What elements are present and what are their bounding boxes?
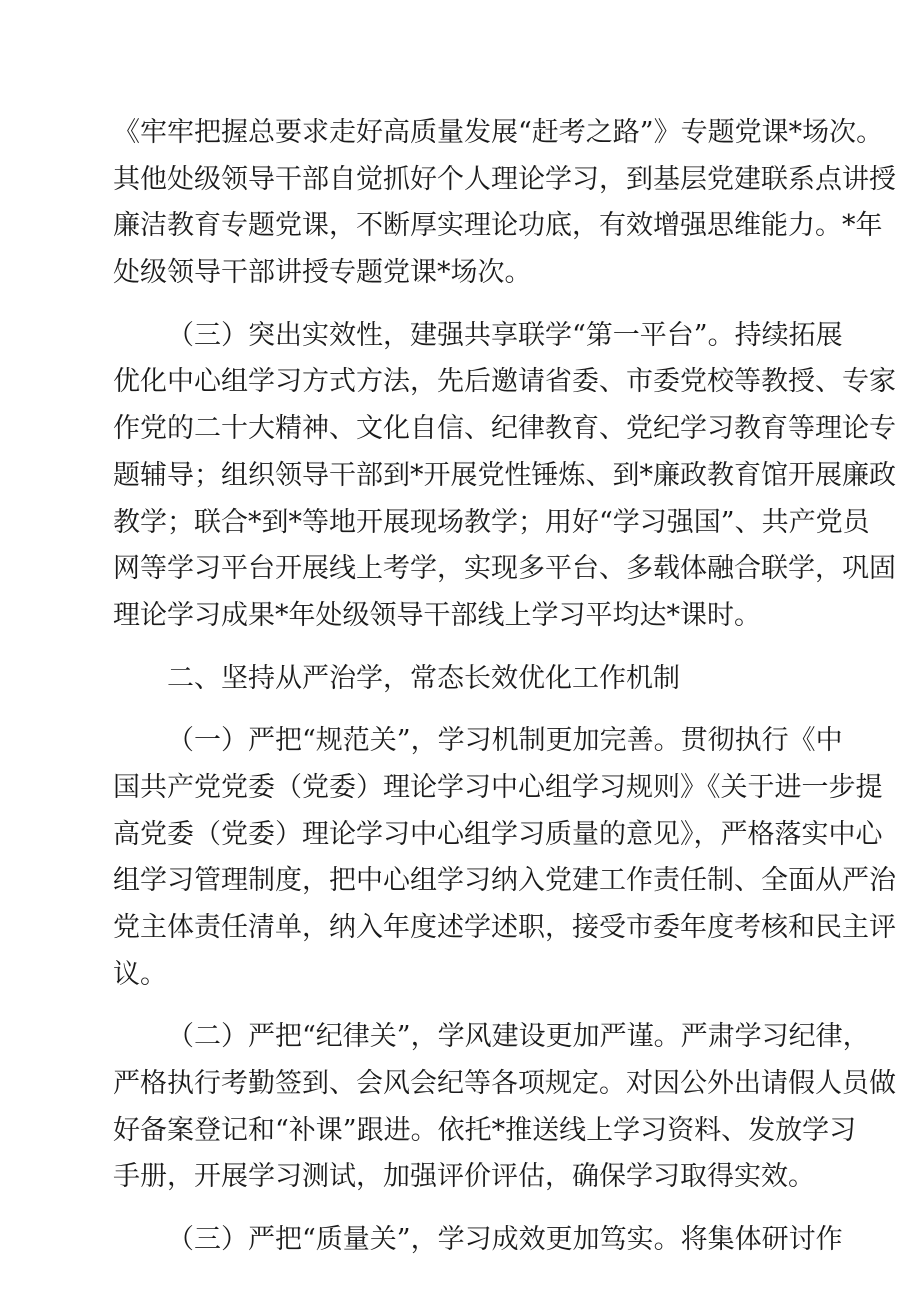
text-line: （三）突出实效性，建强共享联学“第一平台”。持续拓展: [167, 319, 843, 351]
text-line: 组学习管理制度，把中心组学习纳入党建工作责任制、全面从严治: [113, 865, 896, 897]
text-line: 《牢牢把握总要求走好高质量发展“赶考之路”》专题党课*场次。: [113, 117, 884, 148]
paragraph-discipline-gate: [113, 1014, 896, 1201]
paragraph-quality-gate: [113, 1217, 843, 1264]
paragraph-standards-gate: [113, 718, 896, 998]
text-line: 高党委（党委）理论学习中心组学习质量的意见》，严格落实中心: [113, 818, 883, 850]
paragraph-spacer: [113, 998, 825, 1014]
text-line: 其他处级领导干部自觉抓好个人理论学习，到基层党建联系点讲授: [113, 163, 896, 195]
text-line: 作党的二十大精神、文化自信、纪律教育、党纪学习教育等理论专: [113, 413, 896, 445]
paragraph-spacer: [113, 1201, 825, 1217]
text-line: 国共产党党委（党委）理论学习中心组学习规则》《关于进一步提: [113, 771, 883, 803]
text-line: 网等学习平台开展线上考学，实现多平台、多载体融合联学，巩固: [113, 553, 896, 585]
text-line: （一）严把“规范关”，学习机制更加完善。贯彻执行《中: [167, 725, 843, 757]
text-line: 党主体责任清单，纳入年度述学述职，接受市委年度考核和民主评: [113, 912, 896, 943]
paragraph-shared-learning-platform: [113, 313, 896, 640]
section-heading-strict-learning: [113, 656, 825, 703]
text-line: （三）严把“质量关”，学习成效更加笃实。将集体研讨作: [167, 1224, 843, 1256]
text-line: 教学；联合*到*等地开展现场教学；用好“学习强国”、共产党员: [113, 506, 870, 538]
paragraph-spacer: [113, 640, 825, 656]
text-line: 题辅导；组织领导干部到*开展党性锤炼、到*廉政教育馆开展廉政: [113, 459, 896, 491]
text-line: 优化中心组学习方式方法，先后邀请省委、市委党校等教授、专家: [113, 366, 896, 398]
text-line: 议。: [113, 958, 167, 990]
paragraph-spacer: [113, 297, 825, 313]
paragraph-party-lecture-count: [113, 110, 896, 297]
text-line: （二）严把“纪律关”，学风建设更加严谨。严肃学习纪律，: [167, 1021, 870, 1053]
text-line: 理论学习成果*年处级领导干部线上学习平均达*课时。: [113, 599, 761, 631]
text-line: 廉洁教育专题党课，不断厚实理论功底，有效增强思维能力。*年: [113, 210, 883, 242]
paragraph-spacer: [113, 702, 825, 718]
text-line: 处级领导干部讲授专题党课*场次。: [113, 257, 532, 289]
document-body: [113, 110, 896, 1264]
text-line: 手册，开展学习测试，加强评价评估，确保学习取得实效。: [113, 1161, 815, 1193]
section-heading: 二、坚持从严治学，常态长效优化工作机制: [167, 662, 680, 694]
text-line: 好备案登记和“补课”跟进。依托*推送线上学习资料、发放学习: [113, 1114, 857, 1146]
text-line: 严格执行考勤签到、会风会纪等各项规定。对因公外出请假人员做: [113, 1068, 896, 1100]
